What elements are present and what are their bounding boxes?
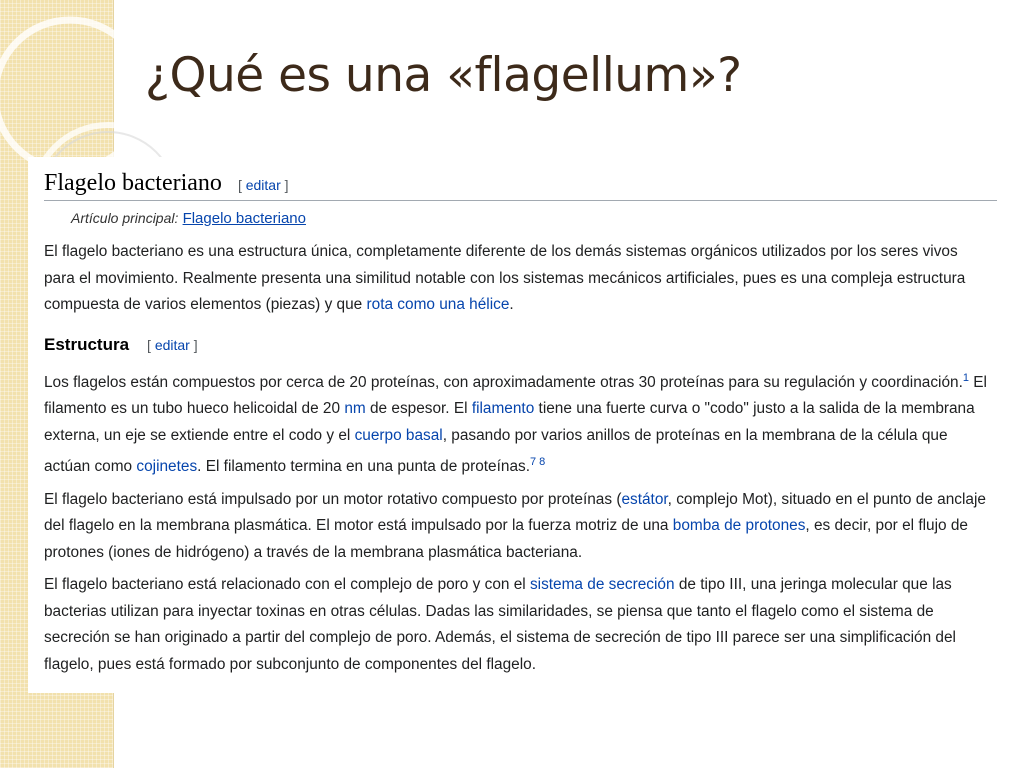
edit-link[interactable]: editar	[245, 177, 281, 193]
link-estator[interactable]: estátor	[621, 490, 668, 508]
link-filamento[interactable]: filamento	[471, 400, 535, 418]
link-nm[interactable]: nm	[344, 400, 366, 418]
edit-link-2[interactable]: editar	[154, 336, 190, 353]
link-cuerpo-basal[interactable]: cuerpo basal	[354, 426, 443, 444]
subsection-heading-row	[44, 335, 1003, 355]
link-cojinetes[interactable]: cojinetes	[136, 458, 198, 476]
section-heading-row	[44, 170, 997, 201]
paragraph-intro: El flagelo bacteriano es una estructura única, completamente diferente de los demás sistemas orgánicos utilizados por los seres vivos para el movimiento. Realmente presenta una similitud notable con los sistemas mecánicos artificiales, pues es una compleja estructura compuesta de varios elementos (piezas) y que rota como una hélice.	[44, 243, 966, 313]
link-rota-helice[interactable]: rota como una hélice	[366, 296, 510, 313]
section-heading: Flagelo bacteriano	[44, 170, 222, 196]
hatnote	[71, 210, 1003, 227]
reference-7-8[interactable]: 7 8	[529, 456, 546, 469]
paragraph-structure: Los flagelos están compuestos por cerca de 20 proteínas, con aproximadamente otras 30 proteínas para su regulación y coordinación.$^1$ El filamento es un tubo hueco helicoidal de 20 nm de espesor. El filamento tiene una fuerte curva o "codo" justo a la salida de la membrana externa, un eje se extiende entre el codo y el cuerpo basal, pasando por varios anillos de proteínas en la membrana de la célula que actúan como cojinetes. El filamento termina en una punta de proteínas.$^{7 8}$	[44, 371, 987, 476]
link-sistema-secrecion[interactable]: sistema de secreción	[529, 576, 675, 594]
wiki-article-excerpt	[28, 157, 1003, 693]
link-bomba-protones[interactable]: bomba de protones	[672, 517, 806, 535]
hatnote-prefix: Artículo principal:	[71, 210, 179, 226]
hatnote-link[interactable]: Flagelo bacteriano	[182, 210, 306, 227]
reference-1[interactable]: 1	[962, 371, 969, 384]
paragraph-motor: El flagelo bacteriano está impulsado por un motor rotativo compuesto por proteínas (estátor, complejo Mot), situado en el punto de anclaje del flagelo en la membrana plasmática. El motor está impulsado por la fuerza motriz de una bomba de protones, es decir, por el flujo de protones (iones de hidrógeno) a través de la membrana plasmática bacteriana.	[44, 490, 986, 561]
slide-title: ¿Qué es una «flagellum»?	[145, 48, 742, 103]
paragraph-secretion: El flagelo bacteriano está relacionado con el complejo de poro y con el sistema de secreción de tipo III, una jeringa molecular que las bacterias utilizan para inyectar toxinas en otras células. Dadas las similaridades, se piensa que tanto el flagelo como el sistema de secreción se han originado a partir del complejo de poro. Además, el sistema de secreción de tipo III parece ser una simplificación del flagelo, pues está formado por subconjunto de componentes del flagelo.	[44, 576, 956, 673]
edit-link-subsection: [ editar ]	[147, 336, 198, 353]
subsection-heading: Estructura	[44, 334, 130, 354]
edit-link-heading: [ editar ]	[237, 177, 289, 193]
